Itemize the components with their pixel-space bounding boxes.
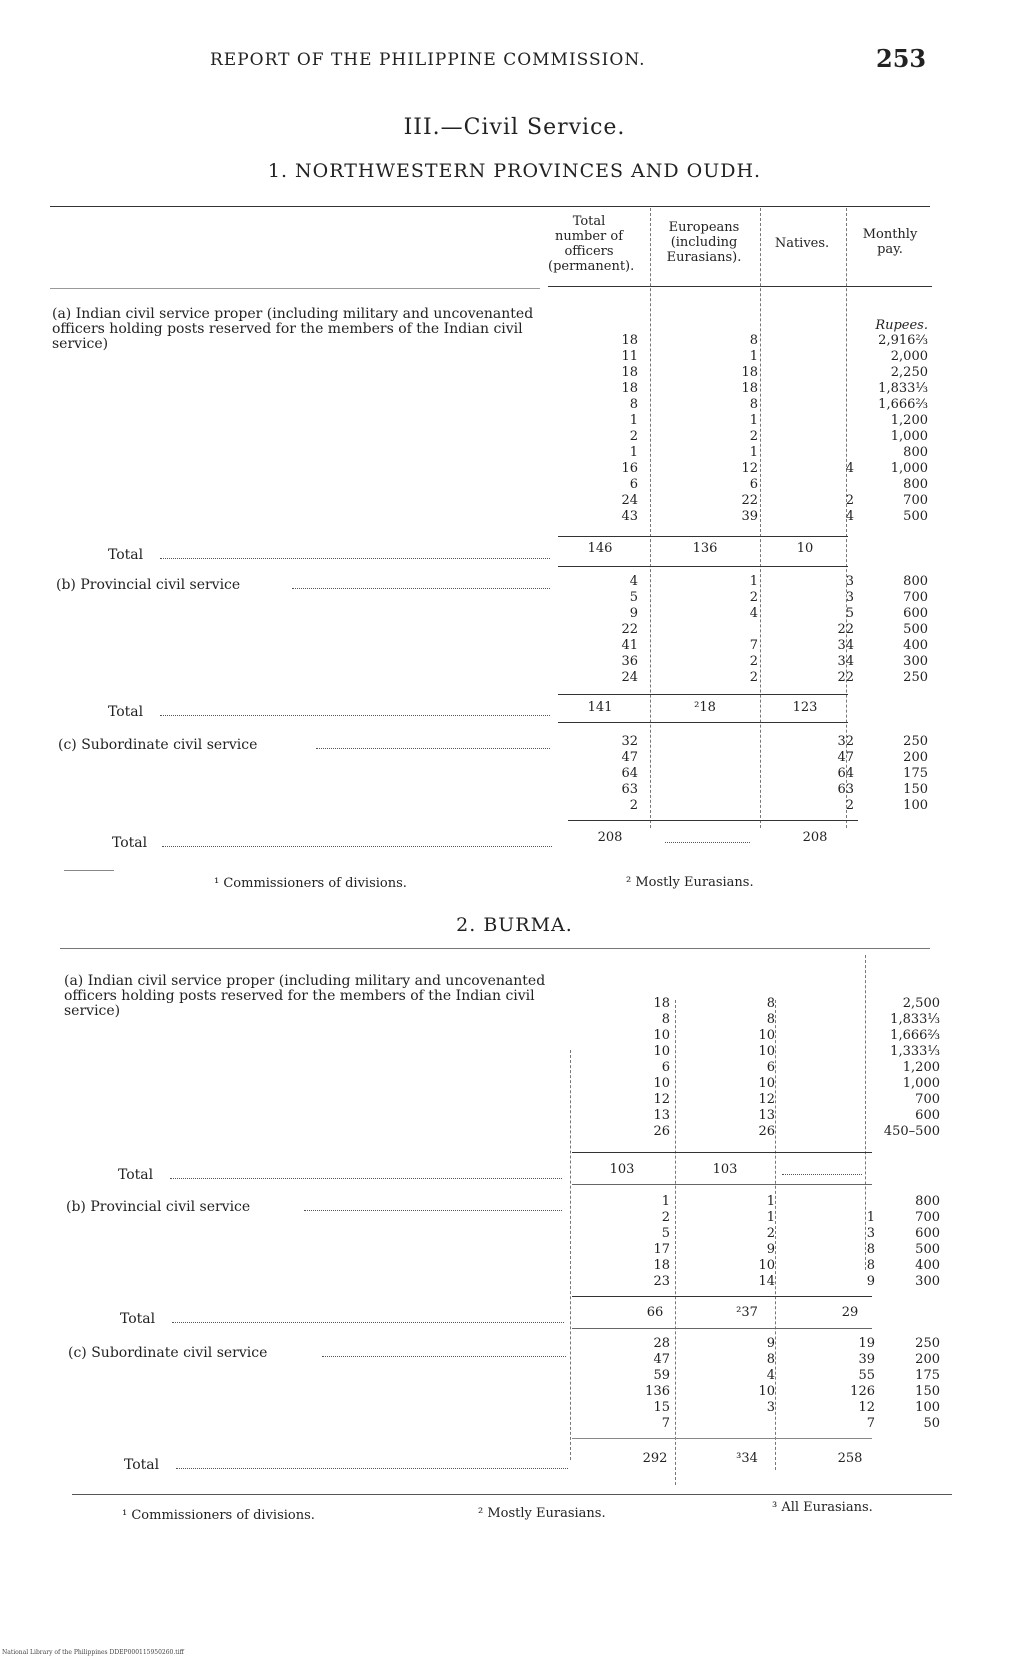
cell-pay: 600 — [915, 1108, 940, 1123]
cell-pay: 600 — [903, 606, 928, 621]
table-row — [560, 1012, 940, 1028]
cell-europeans: 14 — [758, 1274, 775, 1289]
cell-europeans: 8 — [766, 1352, 775, 1367]
cell-total: 5 — [629, 590, 638, 605]
cell-pay: 400 — [903, 638, 928, 653]
t2-b-total-t: 66 — [646, 1305, 664, 1320]
cell-pay: 200 — [903, 750, 928, 765]
cell-total: 23 — [653, 1274, 670, 1289]
table-row — [560, 1028, 940, 1044]
cell-europeans: 26 — [758, 1124, 775, 1139]
cell-total: 8 — [629, 397, 638, 412]
table-row — [548, 461, 932, 477]
table1-header-rule — [548, 286, 932, 287]
t2-c-total-e: ³34 — [736, 1451, 758, 1466]
table-row — [548, 590, 932, 606]
t2-b-label: (b) Provincial civil service — [66, 1199, 251, 1215]
cell-europeans: 8 — [766, 996, 775, 1011]
table-row — [560, 1124, 940, 1140]
t1-c-total-leader — [162, 846, 552, 847]
cell-total: 36 — [621, 654, 638, 669]
t1-a-total-e: 136 — [692, 541, 718, 556]
table-row — [548, 798, 932, 814]
table1-top-rule — [50, 206, 930, 207]
cell-natives: 39 — [858, 1352, 875, 1367]
table2-top-rule — [60, 948, 930, 949]
cell-europeans — [658, 766, 758, 782]
cell-europeans: 10 — [758, 1044, 775, 1059]
cell-pay: 500 — [903, 622, 928, 637]
cell-europeans: 10 — [758, 1028, 775, 1043]
t2-footnote-3: ³ All Eurasians. — [772, 1500, 873, 1515]
cell-pay: 1,000 — [890, 461, 928, 476]
t2-a-total-rule-2 — [572, 1184, 872, 1185]
cell-europeans: 13 — [758, 1108, 775, 1123]
cell-total: 18 — [621, 333, 638, 348]
t1-footnote-rule — [64, 870, 114, 871]
table-row — [560, 1352, 940, 1368]
cell-natives: 19 — [858, 1336, 875, 1351]
cell-europeans: 1 — [766, 1210, 775, 1225]
t1-a-total-n: 10 — [796, 541, 814, 556]
cell-pay: 1,666⅔ — [890, 1028, 940, 1043]
table-row — [548, 333, 932, 349]
cell-pay: 400 — [915, 1258, 940, 1273]
cell-pay: 50 — [923, 1416, 940, 1431]
t1-a-label: (a) Indian civil service proper (including military and uncovenanted officers holding posts reserved for the members of the Indian civil service) — [52, 306, 534, 352]
t2-b-total-e: ²37 — [736, 1305, 758, 1320]
t1-a-total-rule — [558, 536, 848, 537]
cell-total: 1 — [661, 1194, 670, 1209]
t2-b-total-rule-2 — [572, 1328, 872, 1329]
cell-natives: 32 — [837, 734, 854, 749]
t2-a-rows — [560, 996, 940, 1140]
cell-pay: 175 — [915, 1368, 940, 1383]
t2-c-rows — [560, 1336, 940, 1432]
t1-b-rows — [548, 574, 932, 686]
cell-pay: 1,000 — [902, 1076, 940, 1091]
cell-europeans: 1 — [766, 1194, 775, 1209]
cell-europeans: 1 — [749, 574, 758, 589]
cell-natives: 34 — [837, 638, 854, 653]
cell-natives: 3 — [845, 590, 854, 605]
t1-c-total-t: 208 — [597, 830, 623, 845]
cell-pay: 700 — [915, 1092, 940, 1107]
cell-pay: 1,000 — [890, 429, 928, 444]
cell-total: 18 — [653, 1258, 670, 1273]
cell-europeans — [658, 622, 758, 638]
table-row — [560, 1076, 940, 1092]
cell-total: 5 — [661, 1226, 670, 1241]
cell-europeans: 12 — [758, 1092, 775, 1107]
cell-natives: 2 — [845, 493, 854, 508]
cell-total: 2 — [661, 1210, 670, 1225]
cell-total: 43 — [621, 509, 638, 524]
cell-europeans: 2 — [766, 1226, 775, 1241]
table2-title: 2. BURMA. — [456, 914, 573, 936]
cell-pay: 800 — [903, 574, 928, 589]
cell-total: 10 — [653, 1028, 670, 1043]
t2-c-leader — [322, 1356, 566, 1357]
cell-pay: 2,000 — [890, 349, 928, 364]
table-row — [560, 1210, 940, 1226]
cell-europeans: 2 — [749, 590, 758, 605]
cell-pay: 200 — [915, 1352, 940, 1367]
cell-europeans: 1 — [749, 349, 758, 364]
cell-pay: 1,833⅓ — [890, 1012, 940, 1027]
t1-b-total-rule-2 — [558, 722, 848, 723]
cell-pay: 800 — [915, 1194, 940, 1209]
t1-c-rows — [548, 734, 932, 814]
t2-footnote-1: ¹ Commissioners of divisions. — [122, 1508, 315, 1523]
cell-europeans: 1 — [749, 413, 758, 428]
table-row — [548, 349, 932, 365]
table-row — [548, 365, 932, 381]
table-row — [560, 1416, 940, 1432]
running-title: REPORT OF THE PHILIPPINE COMMISSION. — [210, 50, 646, 70]
t1-a-total-rule-2 — [558, 566, 848, 567]
t1-a-total-t: 146 — [587, 541, 613, 556]
cell-natives: 1 — [866, 1210, 875, 1225]
cell-total: 18 — [621, 381, 638, 396]
cell-europeans — [658, 798, 758, 814]
cell-total: 6 — [629, 477, 638, 492]
table-row — [548, 734, 932, 750]
cell-pay: 300 — [903, 654, 928, 669]
table-row — [560, 1108, 940, 1124]
t1-c-label: (c) Subordinate civil service — [58, 737, 258, 753]
table-row — [548, 606, 932, 622]
cell-natives: 3 — [866, 1226, 875, 1241]
cell-europeans: 4 — [749, 606, 758, 621]
cell-natives: 8 — [866, 1242, 875, 1257]
t1-b-total-label: Total — [108, 704, 144, 720]
cell-pay: 600 — [915, 1226, 940, 1241]
t1-footnote-2: ² Mostly Eurasians. — [626, 875, 754, 890]
cell-total: 2 — [629, 429, 638, 444]
cell-pay: 1,833⅓ — [878, 381, 928, 396]
table-row — [548, 622, 932, 638]
cell-europeans: 22 — [741, 493, 758, 508]
cell-europeans: 18 — [741, 365, 758, 380]
cell-pay: 100 — [915, 1400, 940, 1415]
t1-c-total-n: 208 — [802, 830, 828, 845]
cell-europeans: 8 — [749, 397, 758, 412]
cell-natives — [764, 381, 854, 397]
cell-total: 47 — [653, 1352, 670, 1367]
table-row — [548, 766, 932, 782]
cell-pay: 250 — [903, 734, 928, 749]
cell-total: 24 — [621, 670, 638, 685]
cell-natives: 4 — [845, 509, 854, 524]
table-row — [548, 670, 932, 686]
col-header-europeans: Europeans (including Eurasians). — [666, 220, 742, 265]
cell-natives: 22 — [837, 670, 854, 685]
cell-pay: 700 — [903, 590, 928, 605]
cell-total: 7 — [661, 1416, 670, 1431]
cell-total: 32 — [621, 734, 638, 749]
cell-pay: 300 — [915, 1274, 940, 1289]
cell-pay: 450–500 — [883, 1124, 940, 1139]
cell-europeans: 2 — [749, 429, 758, 444]
cell-europeans: 10 — [758, 1258, 775, 1273]
cell-europeans: 6 — [749, 477, 758, 492]
cell-pay: 2,916⅔ — [878, 333, 928, 348]
t1-a-total-leader — [160, 558, 550, 559]
cell-europeans: 8 — [749, 333, 758, 348]
t2-b-total-leader — [172, 1322, 564, 1323]
table-row — [560, 1336, 940, 1352]
cell-europeans: 2 — [749, 654, 758, 669]
t1-b-leader — [292, 588, 550, 589]
t1-b-total-leader — [160, 715, 550, 716]
cell-europeans: 4 — [766, 1368, 775, 1383]
cell-natives — [764, 333, 854, 349]
cell-pay: 100 — [903, 798, 928, 813]
table-row — [560, 1368, 940, 1384]
cell-total: 18 — [653, 996, 670, 1011]
t2-b-total-label: Total — [120, 1311, 156, 1327]
cell-total: 136 — [645, 1384, 670, 1399]
cell-pay: 700 — [915, 1210, 940, 1225]
t2-a-total-e: 103 — [712, 1162, 738, 1177]
cell-natives — [764, 397, 854, 413]
cell-natives: 7 — [866, 1416, 875, 1431]
cell-natives: 22 — [837, 622, 854, 637]
table1-title: 1. NORTHWESTERN PROVINCES AND OUDH. — [267, 160, 762, 182]
cell-europeans: 9 — [766, 1242, 775, 1257]
t1-c-total-label: Total — [112, 835, 148, 851]
cell-total: 26 — [653, 1124, 670, 1139]
cell-total: 64 — [621, 766, 638, 781]
scan-credit: National Library of the Philippines DDEP000115950260.tiff — [2, 1649, 184, 1656]
cell-natives: 64 — [837, 766, 854, 781]
t2-c-total-label: Total — [124, 1457, 160, 1473]
cell-total: 59 — [653, 1368, 670, 1383]
cell-total: 15 — [653, 1400, 670, 1415]
table-row — [548, 574, 932, 590]
cell-natives — [764, 413, 854, 429]
cell-europeans: 8 — [766, 1012, 775, 1027]
cell-total: 12 — [653, 1092, 670, 1107]
table-row — [548, 509, 932, 525]
table-row — [560, 996, 940, 1012]
cell-total: 9 — [629, 606, 638, 621]
cell-total: 11 — [621, 349, 638, 364]
t1-a-total-label: Total — [108, 547, 144, 563]
t1-b-total-rule — [558, 694, 848, 695]
cell-total: 10 — [653, 1076, 670, 1091]
cell-pay: 500 — [915, 1242, 940, 1257]
cell-natives: 2 — [845, 798, 854, 813]
cell-pay: 2,500 — [902, 996, 940, 1011]
table-row — [560, 1092, 940, 1108]
t1-pay-unit: Rupees. — [875, 318, 928, 333]
page-number: 253 — [876, 44, 927, 73]
table-row — [548, 493, 932, 509]
t2-b-total-n: 29 — [841, 1305, 859, 1320]
cell-pay: 250 — [903, 670, 928, 685]
t2-a-total-rule — [572, 1152, 872, 1153]
table-row — [548, 477, 932, 493]
table-row — [560, 1258, 940, 1274]
table-row — [548, 750, 932, 766]
t1-footnote-1: ¹ Commissioners of divisions. — [214, 876, 407, 891]
table-row — [560, 1384, 940, 1400]
cell-total: 24 — [621, 493, 638, 508]
t2-c-total-n: 258 — [837, 1451, 863, 1466]
t2-c-total-leader — [176, 1468, 568, 1469]
t2-c-total-rule — [572, 1438, 872, 1439]
cell-natives: 9 — [866, 1274, 875, 1289]
cell-europeans: 12 — [741, 461, 758, 476]
cell-total: 8 — [661, 1012, 670, 1027]
cell-natives: 63 — [837, 782, 854, 797]
cell-pay: 700 — [903, 493, 928, 508]
cell-total: 16 — [621, 461, 638, 476]
cell-europeans — [675, 1416, 775, 1432]
cell-natives — [764, 349, 854, 365]
table-row — [560, 1044, 940, 1060]
table-row — [548, 429, 932, 445]
cell-natives: 5 — [845, 606, 854, 621]
cell-natives — [764, 365, 854, 381]
cell-total: 63 — [621, 782, 638, 797]
cell-total: 4 — [629, 574, 638, 589]
cell-pay: 800 — [903, 445, 928, 460]
cell-pay: 1,333⅓ — [890, 1044, 940, 1059]
t1-b-total-t: 141 — [587, 700, 613, 715]
table-row — [548, 445, 932, 461]
t1-b-label: (b) Provincial civil service — [56, 577, 241, 593]
t2-a-total-leader — [170, 1178, 562, 1179]
col-header-natives: Natives. — [774, 236, 830, 251]
cell-natives — [764, 477, 854, 493]
cell-pay: 150 — [915, 1384, 940, 1399]
t1-a-rows — [548, 333, 932, 525]
cell-natives: 126 — [850, 1384, 875, 1399]
cell-europeans: 10 — [758, 1076, 775, 1091]
cell-europeans: 1 — [749, 445, 758, 460]
cell-europeans: 7 — [749, 638, 758, 653]
table-row — [548, 381, 932, 397]
cell-natives: 55 — [858, 1368, 875, 1383]
cell-natives: 12 — [858, 1400, 875, 1415]
t1-b-total-e: ²18 — [694, 700, 716, 715]
t2-a-total-t: 103 — [609, 1162, 635, 1177]
cell-total: 47 — [621, 750, 638, 765]
cell-europeans: 9 — [766, 1336, 775, 1351]
cell-total: 17 — [653, 1242, 670, 1257]
table1-header-rule-left — [50, 288, 540, 289]
cell-total: 22 — [621, 622, 638, 637]
t1-c-total-e-leader — [665, 842, 750, 843]
cell-total: 1 — [629, 413, 638, 428]
t2-footnote-2: ² Mostly Eurasians. — [478, 1506, 606, 1521]
table-row — [560, 1194, 940, 1210]
cell-pay: 800 — [903, 477, 928, 492]
cell-pay: 500 — [903, 509, 928, 524]
cell-total: 2 — [629, 798, 638, 813]
t2-c-total-t: 292 — [642, 1451, 668, 1466]
cell-natives — [764, 429, 854, 445]
cell-natives: 3 — [845, 574, 854, 589]
cell-total: 6 — [661, 1060, 670, 1075]
table-row — [560, 1060, 940, 1076]
cell-pay: 175 — [903, 766, 928, 781]
cell-total: 13 — [653, 1108, 670, 1123]
cell-europeans: 10 — [758, 1384, 775, 1399]
table-row — [560, 1274, 940, 1290]
col-header-pay: Monthly pay. — [862, 227, 918, 257]
table-row — [560, 1226, 940, 1242]
table-row — [548, 654, 932, 670]
table-row — [548, 397, 932, 413]
table-row — [548, 413, 932, 429]
cell-pay: 1,200 — [890, 413, 928, 428]
cell-europeans: 6 — [766, 1060, 775, 1075]
table-row — [548, 638, 932, 654]
cell-pay: 1,200 — [902, 1060, 940, 1075]
cell-total: 10 — [653, 1044, 670, 1059]
cell-natives: 47 — [837, 750, 854, 765]
section-title: III.—Civil Service. — [403, 115, 626, 140]
t2-a-total-n-leader — [782, 1174, 862, 1175]
cell-natives: 4 — [845, 461, 854, 476]
t1-c-leader — [316, 748, 550, 749]
cell-natives: 8 — [866, 1258, 875, 1273]
t2-a-label: (a) Indian civil service proper (including military and uncovenanted officers holding posts reserved for the members of the Indian civil service) — [64, 973, 546, 1019]
table-row — [548, 782, 932, 798]
cell-pay: 2,250 — [890, 365, 928, 380]
t2-b-leader — [304, 1210, 562, 1211]
cell-europeans — [658, 750, 758, 766]
table-row — [560, 1400, 940, 1416]
t2-b-rows — [560, 1194, 940, 1290]
cell-natives — [764, 445, 854, 461]
t2-bottom-rule — [72, 1494, 952, 1495]
cell-europeans — [658, 734, 758, 750]
cell-pay: 150 — [903, 782, 928, 797]
t1-b-total-n: 123 — [792, 700, 818, 715]
t2-a-total-label: Total — [118, 1167, 154, 1183]
t2-b-total-rule — [572, 1296, 872, 1297]
cell-pay: 250 — [915, 1336, 940, 1351]
cell-europeans: 3 — [766, 1400, 775, 1415]
cell-total: 1 — [629, 445, 638, 460]
t2-c-label: (c) Subordinate civil service — [68, 1345, 268, 1361]
col-header-total: Total number of officers (permanent). — [548, 214, 635, 274]
cell-total: 41 — [621, 638, 638, 653]
cell-europeans: 18 — [741, 381, 758, 396]
cell-total: 18 — [621, 365, 638, 380]
cell-pay: 1,666⅔ — [878, 397, 928, 412]
cell-natives: 34 — [837, 654, 854, 669]
cell-europeans: 2 — [749, 670, 758, 685]
t1-c-total-rule — [568, 820, 858, 821]
table-row — [560, 1242, 940, 1258]
cell-europeans: 39 — [741, 509, 758, 524]
cell-europeans — [658, 782, 758, 798]
cell-total: 28 — [653, 1336, 670, 1351]
